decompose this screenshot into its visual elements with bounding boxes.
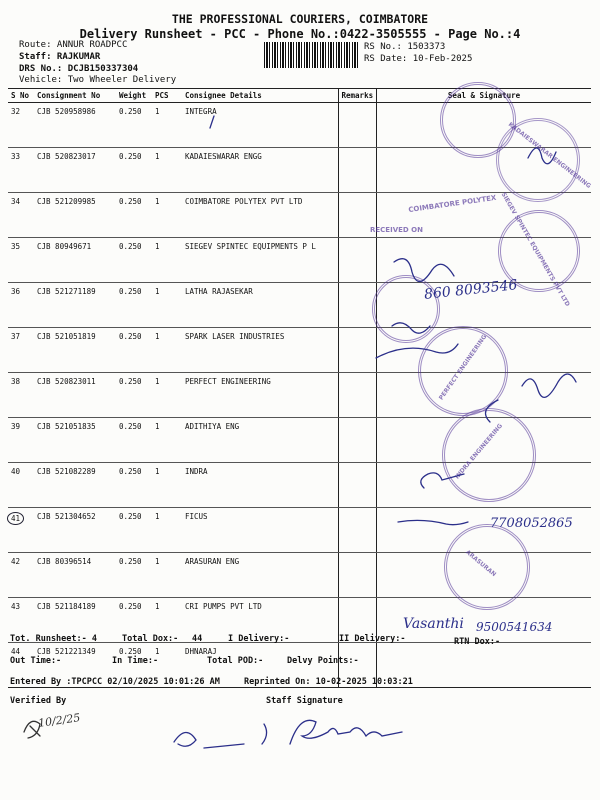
handwritten-phone-1: 860 8093546 [423,277,519,303]
ii-delivery: II Delivery:- [339,634,406,644]
cell-sno-text: 32 [11,107,21,116]
cell-consignee [182,193,338,238]
cell-sno-text: 41 [7,512,24,525]
cell-weight-text: 0.250 [119,107,142,116]
cell-sno [8,373,34,418]
cell-sno-text: 39 [11,422,21,431]
cell-consignee [182,373,338,418]
cell-consignee-text: ARASURAN ENG [185,557,240,566]
cell-consignee-text: INTEGRA [185,107,217,116]
cell-consignee [182,553,338,598]
cell-weight-text: 0.250 [119,512,142,521]
staff-signature-label: Staff Signature [266,696,343,706]
col-sno: S No [8,89,34,103]
cell-pcs-text: 1 [155,602,160,611]
entered-by: Entered By :TPCPCC 02/10/2025 10:01:26 AM [10,677,220,687]
runsheet-subtitle: Delivery Runsheet - PCC - Phone No.:0422-3505555 - Page No.:4 [79,27,521,41]
cell-consignment-no-text: CJB 521209985 [37,197,96,206]
cell-pcs-text: 1 [155,242,160,251]
cell-pcs [152,238,182,283]
cell-consignment-no-text: CJB 521184189 [37,602,96,611]
cell-pcs-text: 1 [155,422,160,431]
i-delivery: I Delivery:- [228,634,290,644]
cell-weight-text: 0.250 [119,557,142,566]
cell-weight [116,283,152,328]
cell-sno [8,463,34,508]
stamp-indra-text: INDRA ENGINEERING [453,422,505,481]
cell-sno [8,328,34,373]
cell-pcs-text: 1 [155,467,160,476]
total-dox-value: 44 [192,634,203,644]
cell-consignee [182,328,338,373]
cell-pcs [152,553,182,598]
cell-consignment-no [34,508,116,553]
cell-pcs [152,148,182,193]
cell-sno-text: 34 [11,197,21,206]
cell-sno [8,148,34,193]
verified-by: Verified By [10,696,67,706]
cell-pcs [152,463,182,508]
cell-sno [8,508,34,553]
stamp-perfect-text: PERFECT ENGINEERING [437,333,489,402]
col-remarks: Remarks [338,89,377,103]
cell-consignee-text: ADITHIYA ENG [185,422,240,431]
cell-pcs-text: 1 [155,377,160,386]
handwritten-phone-3: 7708052865 [490,516,573,531]
cell-sno-text: 38 [11,377,21,386]
cell-consignment-no [34,103,116,148]
total-dox-label: Total Dox:- [122,634,179,644]
route: Route: ANNUR ROADPCC [19,40,128,50]
cell-consignee-text: FICUS [185,512,208,521]
tot-runsheet: Tot. Runsheet:- 4 [10,634,97,644]
cell-consignment-no-text: CJB 521304652 [37,512,96,521]
col-seal-signature: Seal & Signature [377,89,591,103]
cell-consignment-no-text: CJB 521221349 [37,647,96,656]
cell-sno-text: 33 [11,152,21,161]
cell-remarks [338,283,377,328]
cell-consignee-text: KADAIESWARAR ENGG [185,152,262,161]
cell-sno-text: 40 [11,467,21,476]
cell-weight-text: 0.250 [119,152,142,161]
cell-consignee [182,418,338,463]
cell-pcs-text: 1 [155,332,160,341]
cell-consignee-text: DHNARAJ [185,647,217,656]
cell-weight [116,238,152,283]
out-time: Out Time:- [10,656,62,666]
cell-weight [116,103,152,148]
cell-weight [116,148,152,193]
stamp-arasuran-text: ARASURAN [464,548,498,579]
cell-consignment-no [34,193,116,238]
cell-weight [116,328,152,373]
cell-pcs-text: 1 [155,647,160,656]
cell-remarks [338,373,377,418]
cell-sno [8,193,34,238]
delvy-points: Delvy Points:- [287,656,359,666]
cell-consignee [182,148,338,193]
cell-sno-text: 43 [11,602,21,611]
cell-pcs-text: 1 [155,557,160,566]
drs-number: DRS No.: DCJB150337304 [19,64,139,74]
stamp-indra [442,408,536,502]
cell-consignee [182,283,338,328]
cell-consignment-no-text: CJB 520823011 [37,377,96,386]
cell-consignment-no [34,283,116,328]
cell-sno-text: 42 [11,557,21,566]
cell-pcs [152,508,182,553]
cell-consignment-no-text: CJB 80396514 [37,557,92,566]
verify-date: 10/2/25 [37,711,82,730]
cell-pcs [152,418,182,463]
cell-consignee-text: SIEGEV SPINTEC EQUIPMENTS P L [185,242,316,251]
cell-consignment-no [34,418,116,463]
cell-pcs-text: 1 [155,107,160,116]
rs-date: RS Date: 10-Feb-2025 [364,54,473,64]
cell-weight-text: 0.250 [119,602,142,611]
cell-remarks [338,553,377,598]
cell-pcs [152,373,182,418]
cell-consignment-no [34,553,116,598]
rs-number: RS No.: 1503373 [364,42,446,52]
cell-sno-text: 44 [11,647,21,656]
cell-pcs-text: 1 [155,152,160,161]
cell-consignment-no [34,238,116,283]
reprinted-on: Reprinted On: 10-02-2025 10:03:21 [244,677,413,687]
cell-consignee-text: SPARK LASER INDUSTRIES [185,332,285,341]
cell-sno [8,238,34,283]
cell-consignee [182,103,338,148]
staff-signature [174,720,402,748]
cell-consignment-no-text: CJB 521051819 [37,332,96,341]
cell-consignee-text: PERFECT ENGINEERING [185,377,271,386]
cell-weight-text: 0.250 [119,242,142,251]
cell-consignee [182,508,338,553]
total-pod: Total POD:- [207,656,264,666]
cell-sno [8,103,34,148]
cell-remarks [338,103,377,148]
handwritten-name: Vasanthi [403,616,464,632]
cell-sno [8,553,34,598]
cell-remarks [338,148,377,193]
barcode [264,42,360,68]
cell-consignment-no-text: CJB 80949671 [37,242,92,251]
rtn-dox: RTN Dox:- [454,637,501,647]
stamp-kadaieswarar [496,118,580,202]
cell-pcs [152,328,182,373]
cell-remarks [338,238,377,283]
cell-weight [116,373,152,418]
cell-consignee-text: CRI PUMPS PVT LTD [185,602,262,611]
cell-pcs [152,193,182,238]
cell-weight [116,553,152,598]
cell-weight [116,463,152,508]
cell-consignment-no-text: CJB 521082289 [37,467,96,476]
cell-remarks [338,463,377,508]
cell-weight-text: 0.250 [119,287,142,296]
cell-consignment-no-text: CJB 521271189 [37,287,96,296]
cell-pcs [152,103,182,148]
cell-consignee [182,463,338,508]
cell-consignment-no-text: CJB 520958986 [37,107,96,116]
cell-weight [116,508,152,553]
cell-weight-text: 0.250 [119,467,142,476]
stamp-siegev-text: SIEGEV SPINTEC EQUIPMENTS PVT LTD [499,191,571,308]
cell-remarks [338,328,377,373]
staff: Staff: RAJKUMAR [19,52,101,62]
cell-consignee [182,238,338,283]
vehicle: Vehicle: Two Wheeler Delivery [19,75,177,85]
cell-consignee-text: INDRA [185,467,208,476]
cell-consignment-no [34,328,116,373]
cell-consignment-no [34,463,116,508]
cell-pcs-text: 1 [155,512,160,521]
handwritten-phone-2: 9500541634 [476,620,553,634]
cell-remarks [338,508,377,553]
company-title: THE PROFESSIONAL COURIERS, COIMBATORE [171,12,429,26]
stamp-kadaieswarar-text: KADAIESWARAR ENGINEERING [506,121,593,190]
cell-weight [116,418,152,463]
cell-weight-text: 0.250 [119,197,142,206]
cell-sno-text: 37 [11,332,21,341]
stamp-polytex-text: COIMBATORE POLYTEX [407,193,497,215]
cell-consignment-no-text: CJB 520823017 [37,152,96,161]
cell-consignee-text: COIMBATORE POLYTEX PVT LTD [185,197,303,206]
cell-pcs-text: 1 [155,287,160,296]
cell-weight-text: 0.250 [119,332,142,341]
col-consignee: Consignee Details [182,89,338,103]
col-pcs: PCS [152,89,182,103]
cell-sno [8,418,34,463]
cell-sno-text: 35 [11,242,21,251]
cell-sno [8,283,34,328]
col-weight: Weight [116,89,152,103]
cell-consignment-no [34,148,116,193]
cell-weight [116,193,152,238]
cell-pcs-text: 1 [155,197,160,206]
cell-weight-text: 0.250 [119,422,142,431]
cell-sno-text: 36 [11,287,21,296]
cell-consignment-no-text: CJB 521051835 [37,422,96,431]
cell-consignment-no [34,373,116,418]
stamp-received-text: RECEIVED ON [370,226,423,234]
cell-remarks [338,418,377,463]
col-consignment: Consignment No [34,89,116,103]
cell-pcs [152,283,182,328]
cell-weight-text: 0.250 [119,647,142,656]
cell-weight-text: 0.250 [119,377,142,386]
cell-consignee-text: LATHA RAJASEKAR [185,287,253,296]
in-time: In Time:- [112,656,159,666]
